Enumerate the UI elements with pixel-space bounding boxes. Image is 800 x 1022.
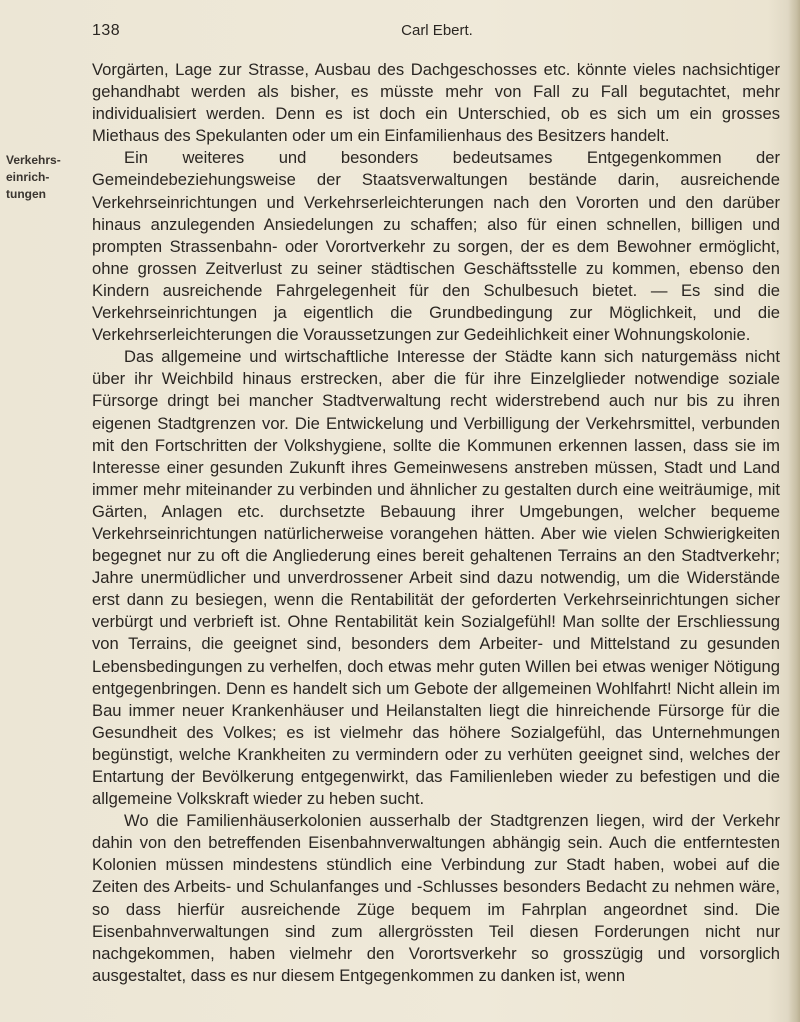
paragraph-interesse-der-staedte: Das allgemeine und wirtschaftliche Interesse der Städte kann sich naturgemäss nicht über ihr Weichbild hinaus erstrecken, aber die für ihre Einzelglieder notwendige soziale Fürsorge dringt bei mancher Stadtverwaltung recht widerstrebend auch nur bis zu ihren eigenen Stadtgrenzen vor. Die Entwickelung und Verbilligung der Verkehrsmittel, verbunden mit den Fortschritten der Volkshygiene, sollte die Kommunen erkennen lassen, dass sie im Interesse einer gesunden Zukunft ihres Gemeinwesens anstreben müssen, Stadt und Land immer mehr miteinander zu verbinden und ähnlicher zu gestalten durch eine weiträumige, mit Gärten, Anlagen etc. durchsetzte Bebauung ihrer Umgebungen, welcher bequeme Verkehrseinrichtungen natürlicherweise vorangehen hätten. Aber wie vielen Schwierigkeiten begegnet nur zu oft die Angliederung eines bereit gehaltenen Terrains an den Stadtverkehr; Jahre unermüdlicher und unverdrossener Arbeit sind dazu notwendig, um die Widerstände erst dann zu besiegen, wenn die Rentabilität der geforderten Verkehrseinrichtungen sicher verbürgt und verbrieft ist. Ohne Rentabilität kein Sozialgefühl! Man sollte der Erschliessung von Terrains, die geeignet sind, besonders dem Arbeiter- und Mittelstand zu gesunden Lebensbedingungen zu verhelfen, doch etwas mehr guten Willen bei etwas weniger Nötigung entgegenbringen. Denn es handelt sich um Gebote der allgemeinen Wohlfahrt! Nicht allein im Bau immer neuer Krankenhäuser und Heilanstalten liegt die hinreichende Fürsorge für die Gesundheit des Volkes; es ist vielmehr das höhere Sozialgefühl, das Unternehmungen begünstigt, welche Krankheiten zu vermindern oder zu verhüten geeignet sind, welches der Entartung der Bevölkerung entgegenwirkt, das Familienleben wieder zu befestigen und die allgemeine Volkskraft wieder zu heben sucht. bbox=[92, 347, 780, 809]
page-edge-shadow bbox=[788, 0, 800, 1022]
margin-note-line: einrich- bbox=[6, 170, 50, 184]
page-header bbox=[92, 22, 782, 44]
paragraph-verkehrseinrichtungen: Ein weiteres und besonders bedeutsames Entgegenkommen der Gemeindebeziehungsweise der Staatsverwaltungen bestände darin, ausreichende Verkehrseinrichtungen und Verkehrserleichterungen nach den Vororten und den darüber hinaus anzulegenden Ansiedelungen zu schaffen; also für einen schnellen, billigen und prompten Strassenbahn- oder Vorortverkehr zu sorgen, der es dem Bewohner ermöglicht, ohne grossen Zeitverlust zu seiner städtischen Geschäftsstelle zu kommen, ebenso den Kindern ausreichende Fahrgelegenheit für den Schulbesuch bietet. — Es sind die Verkehrseinrichtungen ja eigentlich die Grundbedingung zur Möglichkeit, und die Verkehrserleichterungen die Voraussetzungen zur Gedeihlichkeit einer Wohnungskolonie. bbox=[92, 148, 780, 345]
margin-note-line: Verkehrs- bbox=[6, 153, 61, 167]
page-number: 138 bbox=[92, 22, 121, 39]
margin-note-line: tungen bbox=[6, 187, 46, 201]
running-head: Carl Ebert. bbox=[401, 22, 473, 39]
body-text bbox=[92, 59, 780, 987]
paragraph-continuation: Vorgärten, Lage zur Strasse, Ausbau des Dachgeschosses etc. könnte vieles nachsichtiger gehandhabt werden als bisher, es müsste mehr von Fall zu Fall begutachtet, mehr individualisiert werden. Denn es ist doch ein Unterschied, ob es sich um ein grosses Miethaus des Spekulanten oder um ein Einfamilienhaus des Besitzers handelt. bbox=[92, 60, 780, 146]
paragraph-familienhaeuserkolonien: Wo die Familienhäuserkolonien ausserhalb der Stadtgrenzen liegen, wird der Verkehr dahin von den betreffenden Eisenbahnverwaltungen abhängig sein. Auch die entferntesten Kolonien müssen mindestens stündlich eine Verbindung zur Stadt haben, wobei auf die Zeiten des Arbeits- und Schulanfanges und -Schlusses besonders Bedacht zu nehmen wäre, so dass hierfür ausreichende Züge bequem im Fahrplan angeordnet sind. Die Eisenbahnverwaltungen sind zum allergrössten Teil diesen Forderungen nicht nur nachgekommen, haben vielmehr den Vorortsverkehr so grosszügig und vorsorglich ausgestaltet, dass es nur diesem Entgegenkommen zu danken ist, wenn bbox=[92, 811, 780, 985]
margin-note bbox=[6, 152, 80, 203]
